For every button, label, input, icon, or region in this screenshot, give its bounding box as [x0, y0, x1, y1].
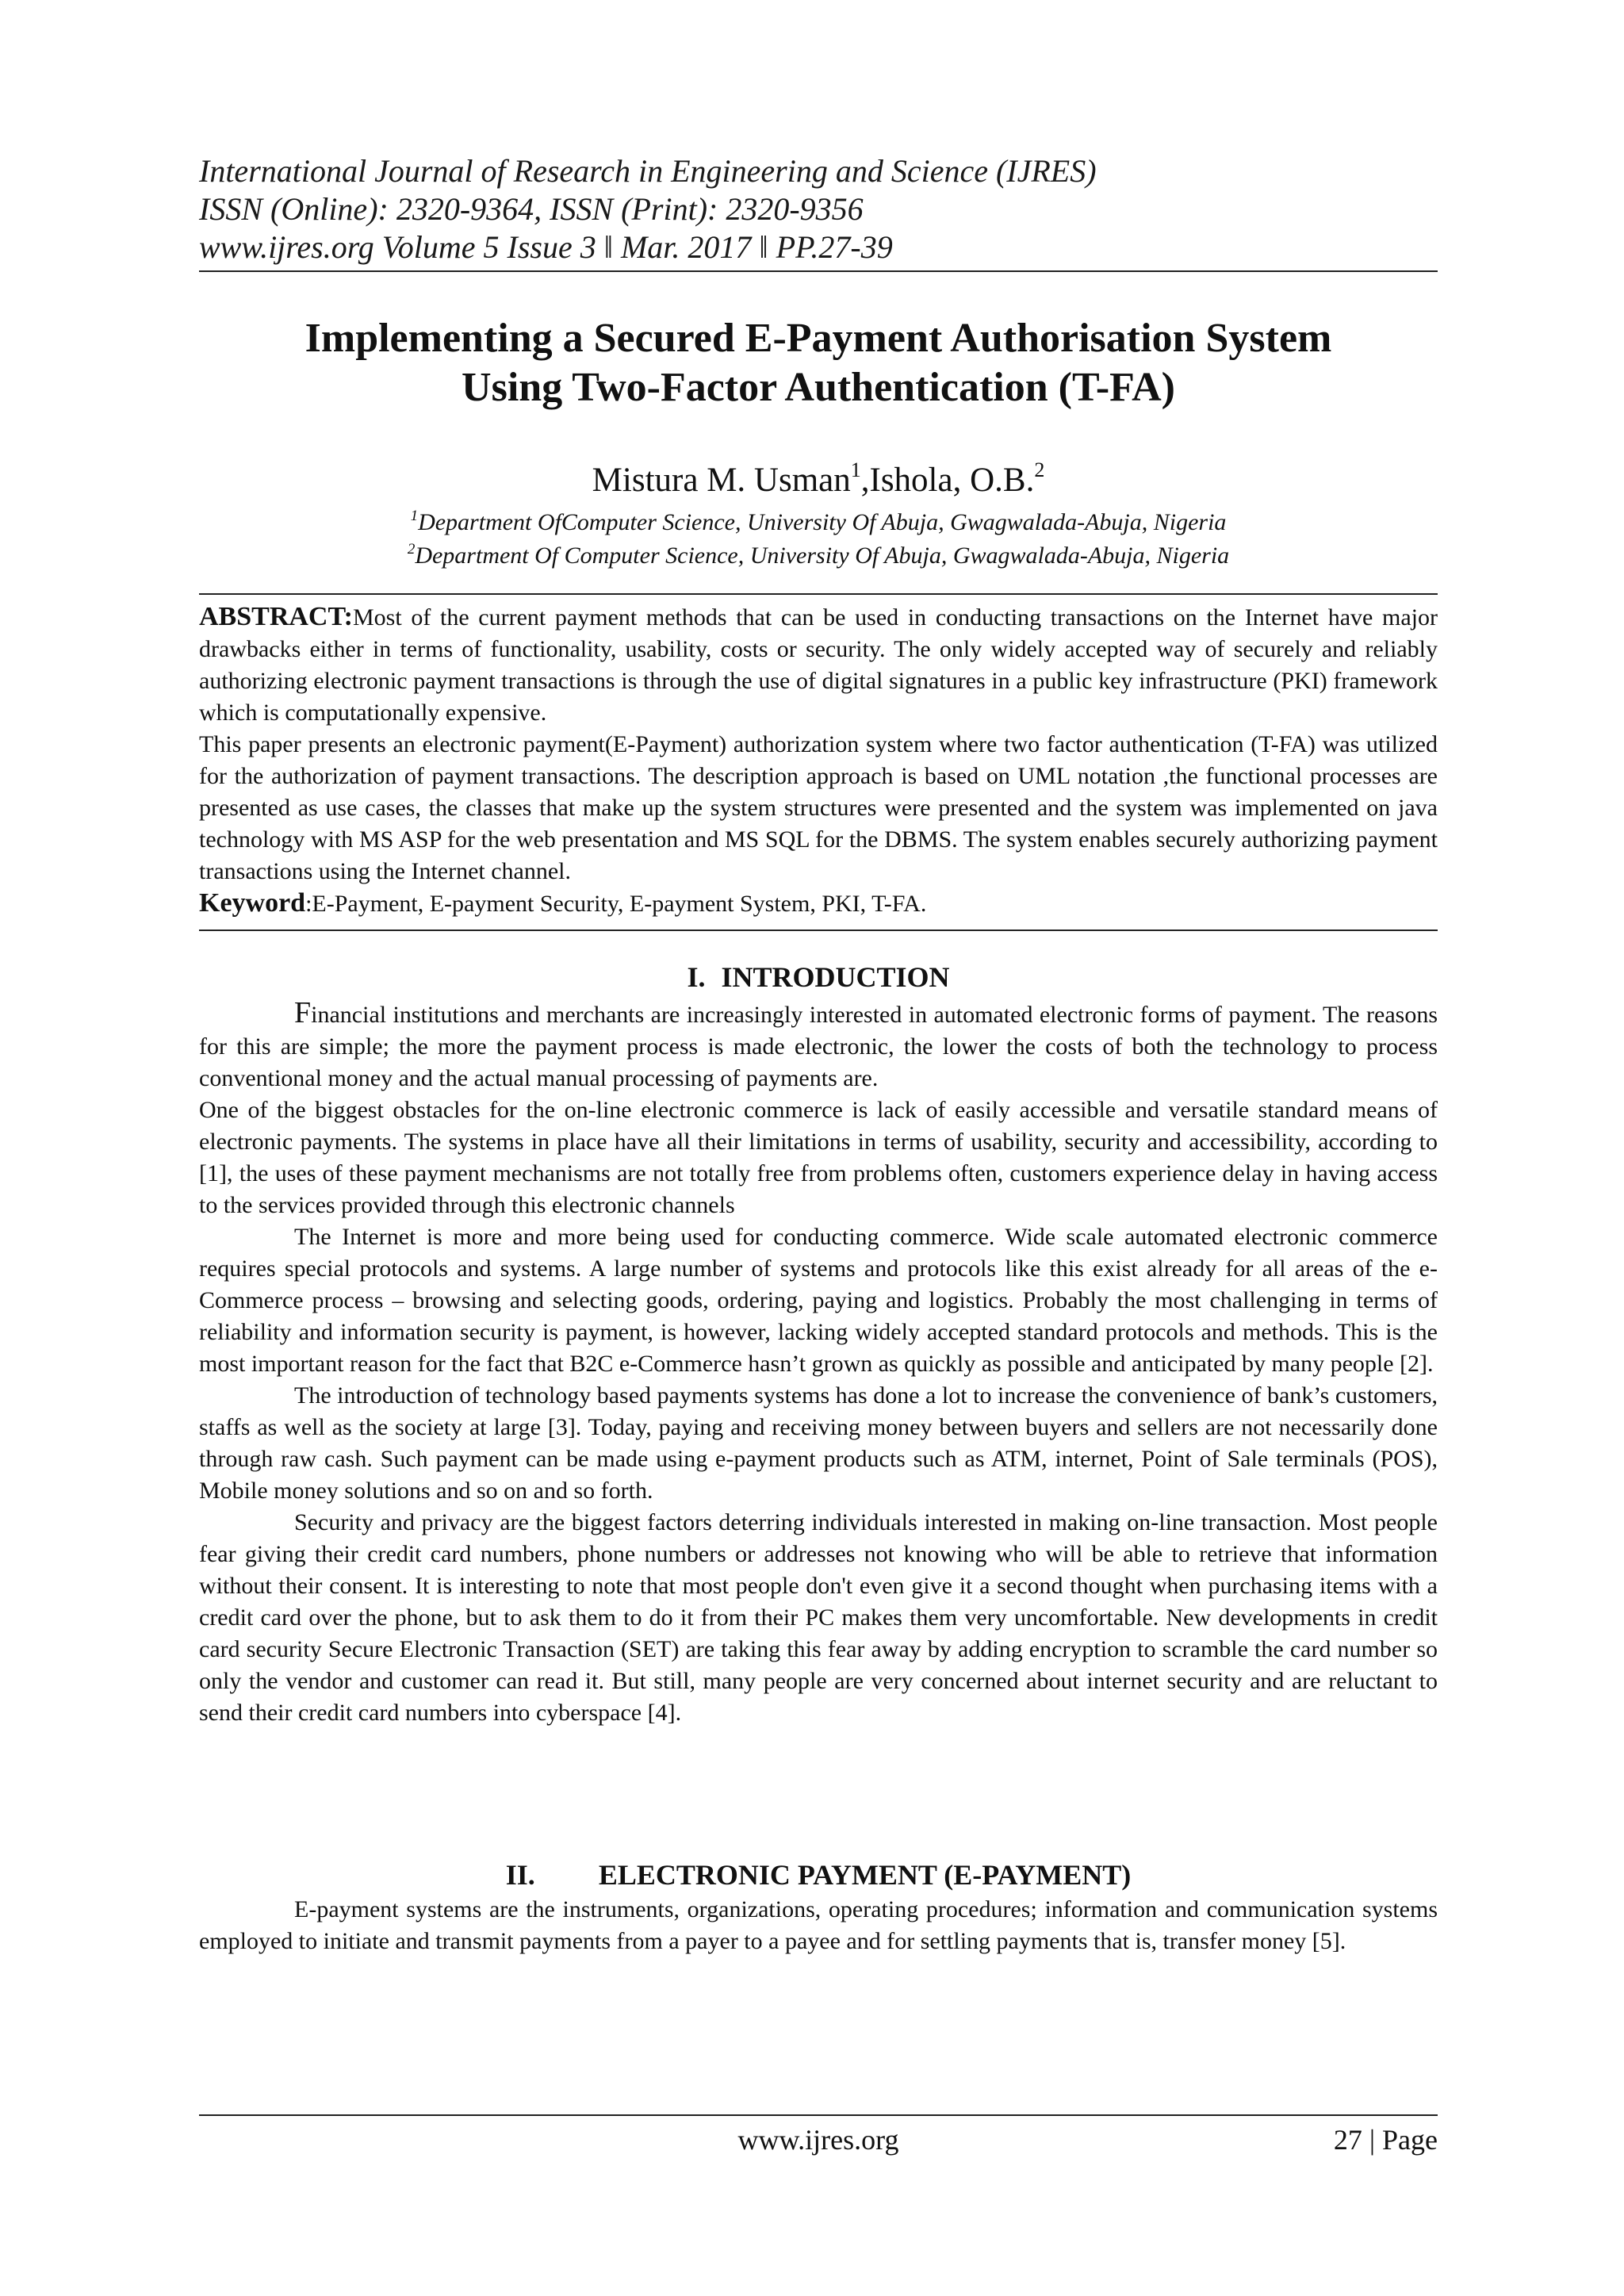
footer-divider — [199, 2114, 1438, 2116]
intro-dropcap: F — [294, 996, 312, 1029]
abstract-top-divider — [199, 593, 1438, 595]
author-1: Mistura M. Usman — [592, 462, 851, 499]
abstract-text-1: Most of the current payment methods that can be used in conducting transactions on the Internet have major drawbacks either in terms of functionality, usability, costs or security. The only widely accepted way of securely and reliably authorizing electronic payment transactions is through the use of digital signatures in a public key infrastructure (PKI) framework which is computationally expensive. — [199, 604, 1438, 726]
section-2-body — [199, 1894, 1438, 1957]
author-separator: , — [860, 462, 870, 499]
journal-header — [199, 152, 1438, 266]
journal-volume: www.ijres.org Volume 5 Issue 3 ǁ Mar. 2017 ǁ PP.27-39 — [199, 229, 893, 265]
keywords-text: :E-Payment, E-payment Security, E-payment System, PKI, T-FA. — [305, 891, 927, 917]
affiliations — [199, 506, 1438, 573]
author-2-affil-mark: 2 — [1034, 458, 1045, 481]
abstract-bottom-divider — [199, 930, 1438, 931]
affiliation-2 — [199, 539, 1438, 573]
paper-title — [199, 314, 1438, 412]
title-line-2: Using Two-Factor Authentication (T-FA) — [462, 365, 1175, 410]
section-1-body — [199, 997, 1438, 1729]
epayment-paragraph-1: E-payment systems are the instruments, organizations, operating procedures; information and communication systems employed to initiate and transmit payments from a payer to a payee and for settling payments that is, transfer money [5]. — [199, 1896, 1438, 1954]
author-2: Ishola, O.B. — [869, 462, 1035, 499]
section-1-number: I. — [687, 961, 706, 993]
section-1-heading — [199, 960, 1438, 995]
affiliation-2-text: Department Of Computer Science, University Of Abuja, Gwagwalada-Abuja, Nigeria — [415, 542, 1230, 569]
section-2-heading — [199, 1857, 1438, 1892]
affiliation-1-mark: 1 — [410, 508, 419, 524]
intro-paragraph-4: The introduction of technology based payments systems has done a lot to increase the convenience of bank’s customers, staffs as well as the society at large [3]. Today, paying and receiving money between buyers and sellers are not necessarily done through raw cash. Such payment can be made using e-payment products such as ATM, internet, Point of Sale terminals (POS), Mobile money solutions and so on and so forth. — [199, 1382, 1438, 1504]
journal-issn: ISSN (Online): 2320-9364, ISSN (Print): 2320-9356 — [199, 191, 864, 227]
abstract — [199, 601, 1438, 920]
affiliation-1 — [199, 506, 1438, 539]
keywords-label: Keyword — [199, 888, 306, 918]
abstract-paragraph-1 — [199, 601, 1438, 729]
affiliation-1-text: Department OfComputer Science, University Of Abuja, Gwagwalada-Abuja, Nigeria — [418, 509, 1227, 535]
keywords — [199, 887, 1438, 920]
intro-paragraph-3: The Internet is more and more being used for conducting commerce. Wide scale automated electronic commerce requires special protocols and systems. A large number of systems and protocols like this exist already for all areas of the e-Commerce process – browsing and selecting goods, ordering, paying and logistics. Probably the most challenging in terms of reliability and information security is payment, is however, lacking widely accepted standard protocols and methods. This is the most important reason for the fact that B2C e-Commerce hasn’t grown as quickly as possible and anticipated by many people [2]. — [199, 1224, 1438, 1377]
header-divider — [199, 270, 1438, 272]
footer-url: www.ijres.org — [737, 2124, 899, 2156]
journal-name: International Journal of Research in Engineering and Science (IJRES) — [199, 153, 1097, 189]
intro-paragraph-1 — [199, 997, 1438, 1094]
page-number: 27 | Page — [1333, 2124, 1438, 2156]
paper-page — [199, 0, 1438, 2296]
intro-paragraph-1-text: inancial institutions and merchants are increasingly interested in automated electronic forms of payment. The reasons for this are simple; the more the payment process is made electronic, the lower the costs of both the technology to process conventional money and the actual manual processing of payments are. — [199, 1002, 1438, 1091]
section-2-title: ELECTRONIC PAYMENT (E-PAYMENT) — [598, 1859, 1132, 1891]
abstract-paragraph-2: This paper presents an electronic payment(E-Payment) authorization system where two factor authentication (T-FA) was utilized for the authorization of payment transactions. The description approach is based on UML notation ,the functional processes are presented as use cases, the classes that make up the system structures were presented and the system was implemented on java technology with MS ASP for the web presentation and MS SQL for the DBMS. The system enables securely authorizing payment transactions using the Internet channel. — [199, 731, 1438, 884]
intro-paragraph-5: Security and privacy are the biggest factors deterring individuals interested in making on-line transaction. Most people fear giving their credit card numbers, phone numbers or addresses not knowing who will be able to retrieve that information without their consent. It is interesting to note that most people don't even give it a second thought when purchasing items with a credit card over the phone, but to ask them to do it from their PC makes them very uncomfortable. New developments in credit card security Secure Electronic Transaction (SET) are taking this fear away by adding encryption to scramble the card number so only the vendor and customer can read it. But still, many people are very concerned about internet security and are reluctant to send their credit card numbers into cyberspace [4]. — [199, 1509, 1438, 1726]
affiliation-2-mark: 2 — [407, 541, 416, 558]
author-list — [199, 460, 1438, 501]
section-2-number: II. — [505, 1859, 535, 1891]
author-1-affil-mark: 1 — [850, 458, 861, 481]
abstract-label: ABSTRACT: — [199, 602, 353, 631]
section-1-title: INTRODUCTION — [721, 961, 950, 993]
title-line-1: Implementing a Secured E-Payment Authorisation System — [304, 316, 1332, 361]
intro-paragraph-2: One of the biggest obstacles for the on-line electronic commerce is lack of easily accessible and versatile standard means of electronic payments. The systems in place have all their limitations in terms of usability, security and accessibility, according to [1], the uses of these payment mechanisms are not totally free from problems often, customers experience delay in having access to the services provided through this electronic channels — [199, 1097, 1438, 1218]
